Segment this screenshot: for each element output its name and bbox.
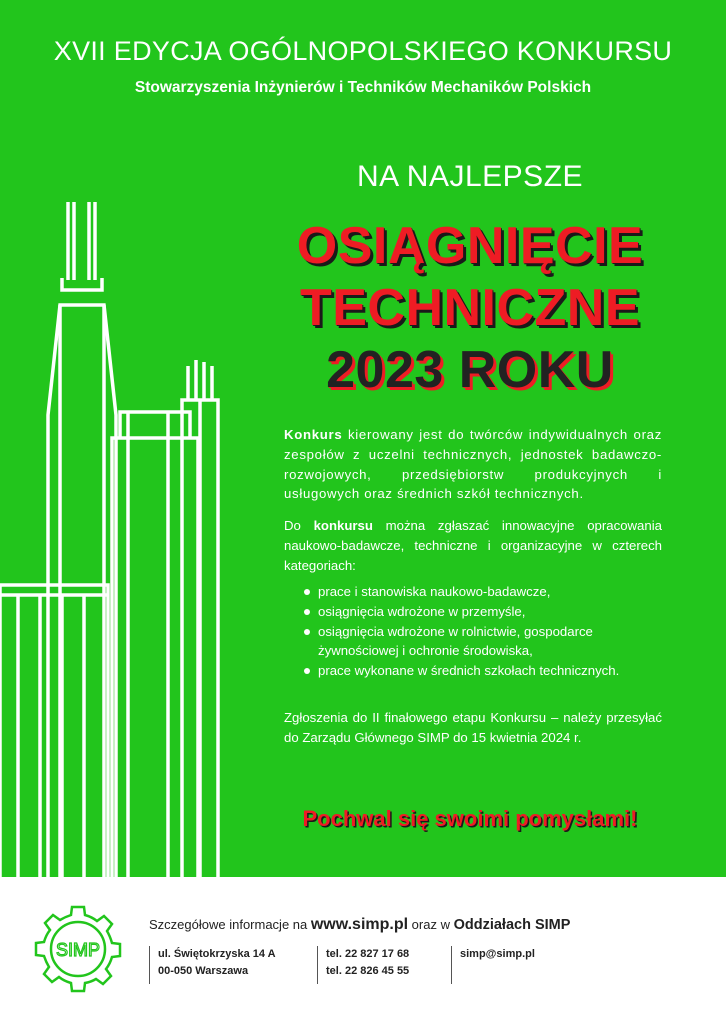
address-street: ul. Świętokrzyska 14 A [158,948,276,960]
paragraph-audience [284,425,662,504]
headline-achievement: OSIĄGNIĘCIE [296,217,644,275]
slogan: Pochwal się swoimi pomysłami! [302,806,638,831]
category-list [296,582,676,681]
paragraph-deadline: Zgłoszenia do II finałowego etapu Konkursu – należy przesyłać do Zarządu Głównego SIMP do 15 kwietnia 2024 r. [284,710,662,745]
bullet-icon [304,609,310,615]
headline-intro: NA NAJLEPSZE [356,160,584,193]
paragraph-audience-text: kierowany jest do twórców indywidualnych oraz zespołów z uczelni technicznych, jednostek badawczo-rozwojowych, przedsiębiorstw produkcyjnych i usługowych oraz średnich szkół technicznych. [284,427,662,502]
organization-name: Stowarzyszenia Inżynierów i Techników Mechaników Polskich [134,79,592,96]
footer-address [149,946,276,984]
phone-1: tel. 22 827 17 68 [326,948,410,960]
edition-title: XVII EDYCJA OGÓLNOPOLSKIEGO KONKURSU [53,36,673,66]
headline-year: 2023 ROKU [326,341,614,399]
keyword-konkursu: konkursu [313,518,373,533]
list-item [296,661,676,681]
footer-phones [317,946,409,984]
list-item [296,622,676,662]
paragraph-submissions [284,516,662,575]
category-label: prace wykonane w średnich szkołach technicznych. [318,663,620,679]
list-item [296,602,676,622]
logo-text: SIMP [55,940,101,960]
bullet-icon [304,668,310,674]
paragraph-submissions-pre: Do [284,518,314,533]
simp-logo-icon [32,903,124,995]
footer-email [451,946,535,984]
bullet-icon [304,629,310,635]
list-item [296,582,676,602]
footer-intro-pre: Szczegółowe informacje na [149,917,311,932]
email-address[interactable]: simp@simp.pl [460,948,535,960]
phone-2: tel. 22 826 45 55 [326,965,410,977]
footer-intro-mid: oraz w [408,917,454,932]
skyscrapers-illustration [0,190,250,877]
headline-technical: TECHNICZNE [299,279,641,337]
keyword-konkurs: Konkurs [284,427,343,442]
paragraph-submissions-text: można zgłaszać innowacyjne opracowania naukowo-badawcze, techniczne i organizacyjne w czterech kategoriach: [284,518,662,573]
address-city: 00-050 Warszawa [158,965,249,977]
bullet-icon [304,589,310,595]
footer-info-line [149,916,570,934]
branches-text: Oddziałach SIMP [453,917,571,933]
website-link[interactable]: www.simp.pl [310,916,409,933]
category-label: osiągnięcia wdrożone w rolnictwie, gospodarce żywnościowej i ochronie środowiska, [318,623,593,659]
category-label: prace i stanowiska naukowo-badawcze, [318,584,551,599]
category-label: osiągnięcia wdrożone w przemyśle, [318,603,526,619]
